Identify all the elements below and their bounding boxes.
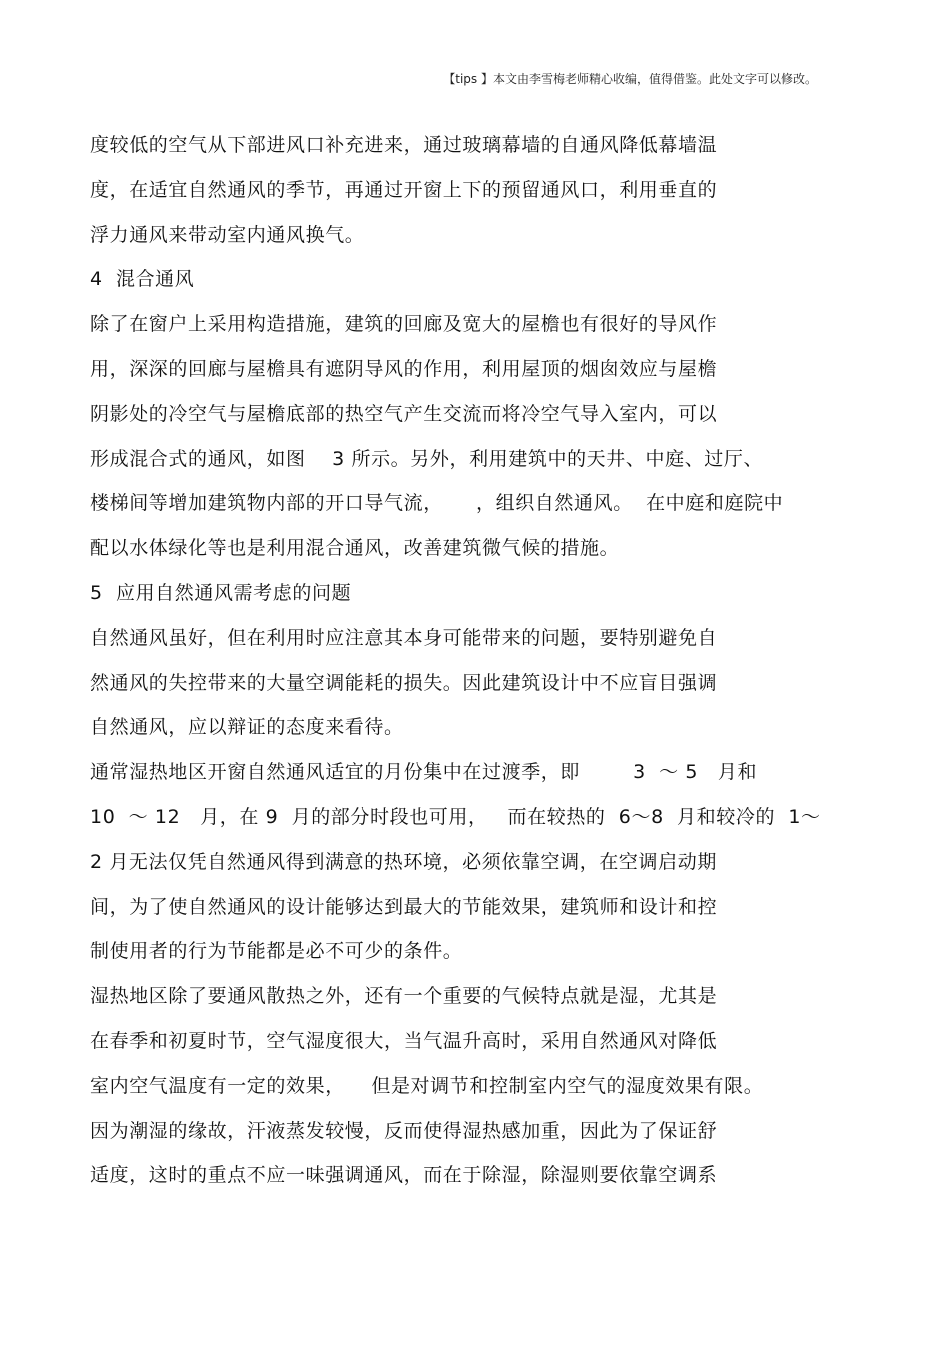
text-line: 10 ～ 12 月，在 9 月的部分时段也可用， 而在较热的 6～8 月和较冷的 1～ (90, 805, 821, 828)
document-body (90, 126, 880, 1201)
text-line: 间，为了使自然通风的设计能够达到最大的节能效果，建筑师和设计和控 (90, 895, 718, 918)
text-line: 制使用者的行为节能都是必不可少的条件。 (90, 940, 463, 963)
text-line: 通常湿热地区开窗自然通风适宜的月份集中在过渡季，即 3 ～ 5 月和 (90, 761, 758, 784)
text-line: 湿热地区除了要通风散热之外，还有一个重要的气候特点就是湿，尤其是 (90, 985, 718, 1008)
text-line: 形成混合式的通风，如图 3 所示。另外，利用建筑中的天井、中庭、过厅、 (90, 447, 764, 470)
section-heading: 4 混合通风 (90, 268, 195, 291)
text-line: 因为潮湿的缘故，汗液蒸发较慢，反而使得湿热感加重，因此为了保证舒 (90, 1119, 718, 1142)
text-line: 室内空气温度有一定的效果， 但是对调节和控制室内空气的湿度效果有限。 (90, 1074, 764, 1097)
text-line: 然通风的失控带来的大量空调能耗的损失。因此建筑设计中不应盲目强调 (90, 671, 718, 694)
section-heading: 5 应用自然通风需考虑的问题 (90, 581, 352, 604)
text-line: 楼梯间等增加建筑物内部的开口导气流， ，组织自然通风。 在中庭和庭院中 (90, 492, 784, 515)
text-line: 适度，这时的重点不应一味强调通风，而在于除湿，除湿则要依靠空调系 (90, 1164, 718, 1187)
text-line: 度较低的空气从下部进风口补充进来，通过玻璃幕墙的自通风降低幕墙温 (90, 134, 718, 156)
text-line: 用，深深的回廊与屋檐具有遮阴导风的作用，利用屋顶的烟囱效应与屋檐 (90, 357, 718, 380)
header-note: 【tips 】本文由李雪梅老师精心收编，值得借鉴。此处文字可以修改。 (443, 72, 817, 86)
text-line: 自然通风，应以辩证的态度来看待。 (90, 716, 404, 739)
text-line: 2 月无法仅凭自然通风得到满意的热环境，必须依靠空调，在空调启动期 (90, 850, 717, 873)
text-line: 除了在窗户上采用构造措施，建筑的回廊及宽大的屋檐也有很好的导风作 (90, 313, 718, 336)
text-line: 配以水体绿化等也是利用混合通风，改善建筑微气候的措施。 (90, 537, 620, 560)
text-line: 在春季和初夏时节，空气湿度很大，当气温升高时，采用自然通风对降低 (90, 1029, 718, 1052)
text-line: 度，在适宜自然通风的季节，再通过开窗上下的预留通风口，利用垂直的 (90, 178, 718, 201)
text-line: 浮力通风来带动室内通风换气。 (90, 223, 365, 246)
text-line: 阴影处的冷空气与屋檐底部的热空气产生交流而将冷空气导入室内，可以 (90, 402, 718, 425)
text-line: 自然通风虽好，但在利用时应注意其本身可能带来的问题，要特别避免自 (90, 626, 718, 649)
